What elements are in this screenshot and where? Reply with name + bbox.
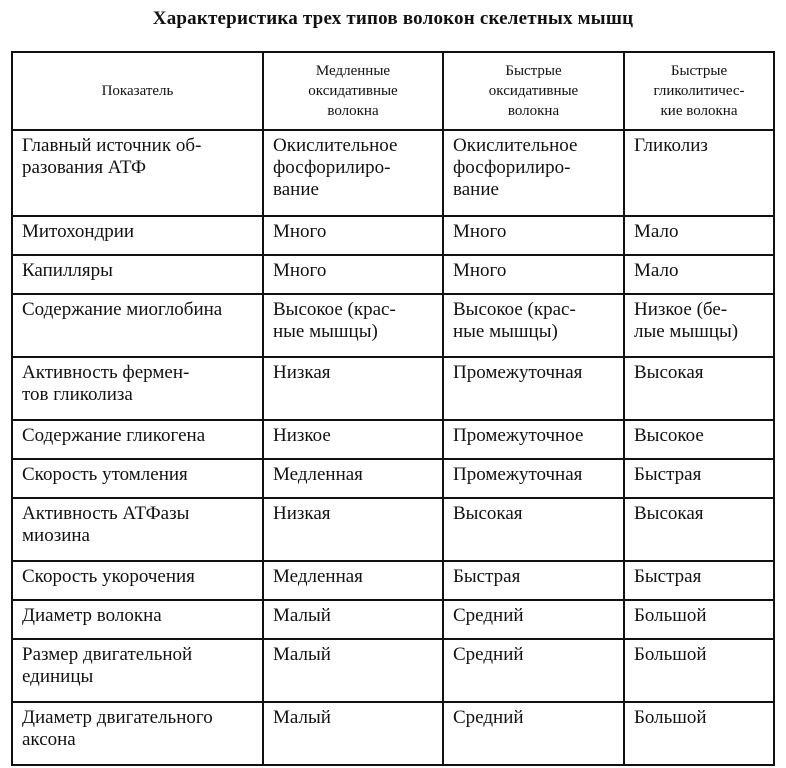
cell-slow-oxidative: Много: [263, 255, 443, 294]
cell-parameter: Скорость укорочения: [12, 561, 263, 600]
cell-parameter: Главный источник об- разования АТФ: [12, 130, 263, 216]
cell-fast-glycolytic: Низкое (бе- лые мышцы): [624, 294, 774, 357]
cell-slow-oxidative: Низкая: [263, 357, 443, 420]
table-header-row: [12, 52, 774, 130]
header-fast-oxidative: Быстрые оксидативные волокна: [443, 52, 624, 130]
table-row: [12, 600, 774, 639]
cell-parameter: Диаметр двигательного аксона: [12, 702, 263, 765]
cell-parameter: Содержание миоглобина: [12, 294, 263, 357]
cell-fast-oxidative: Высокая: [443, 498, 624, 561]
cell-fast-oxidative: Средний: [443, 702, 624, 765]
cell-fast-oxidative: Промежуточная: [443, 357, 624, 420]
table-row: [12, 294, 774, 357]
cell-fast-oxidative: Много: [443, 255, 624, 294]
cell-fast-glycolytic: Быстрая: [624, 459, 774, 498]
table-row: [12, 561, 774, 600]
cell-parameter: Содержание гликогена: [12, 420, 263, 459]
cell-fast-glycolytic: Мало: [624, 216, 774, 255]
cell-parameter: Активность фермен- тов гликолиза: [12, 357, 263, 420]
table-row: [12, 498, 774, 561]
cell-slow-oxidative: Малый: [263, 600, 443, 639]
cell-parameter: Диаметр волокна: [12, 600, 263, 639]
cell-fast-oxidative: Промежуточная: [443, 459, 624, 498]
cell-slow-oxidative: Малый: [263, 702, 443, 765]
cell-parameter: Скорость утомления: [12, 459, 263, 498]
table-row: [12, 420, 774, 459]
cell-slow-oxidative: Много: [263, 216, 443, 255]
cell-slow-oxidative: Медленная: [263, 561, 443, 600]
table-row: [12, 639, 774, 702]
table-row: [12, 702, 774, 765]
cell-fast-glycolytic: Большой: [624, 702, 774, 765]
cell-slow-oxidative: Высокое (крас- ные мышцы): [263, 294, 443, 357]
cell-slow-oxidative: Низкая: [263, 498, 443, 561]
cell-fast-oxidative: Промежуточное: [443, 420, 624, 459]
cell-fast-oxidative: Много: [443, 216, 624, 255]
table-row: [12, 459, 774, 498]
cell-parameter: Митохондрии: [12, 216, 263, 255]
cell-slow-oxidative: Низкое: [263, 420, 443, 459]
cell-fast-glycolytic: Высокое: [624, 420, 774, 459]
cell-fast-oxidative: Быстрая: [443, 561, 624, 600]
page-title: Характеристика трех типов волокон скелетных мышц: [152, 8, 634, 29]
header-fast-glycolytic: Быстрые гликолитичес- кие волокна: [624, 52, 774, 130]
cell-parameter: Активность АТФазы миозина: [12, 498, 263, 561]
cell-parameter: Размер двигательной единицы: [12, 639, 263, 702]
fiber-types-table: [11, 51, 775, 766]
cell-fast-glycolytic: Быстрая: [624, 561, 774, 600]
cell-fast-glycolytic: Высокая: [624, 498, 774, 561]
cell-fast-glycolytic: Гликолиз: [624, 130, 774, 216]
cell-slow-oxidative: Малый: [263, 639, 443, 702]
cell-parameter: Капилляры: [12, 255, 263, 294]
header-slow-oxidative: Медленные оксидативные волокна: [263, 52, 443, 130]
cell-fast-oxidative: Средний: [443, 600, 624, 639]
cell-fast-oxidative: Высокое (крас- ные мышцы): [443, 294, 624, 357]
cell-fast-glycolytic: Большой: [624, 600, 774, 639]
cell-slow-oxidative: Медленная: [263, 459, 443, 498]
cell-slow-oxidative: Окислительное фосфорилиро- вание: [263, 130, 443, 216]
cell-fast-oxidative: Средний: [443, 639, 624, 702]
table-row: [12, 216, 774, 255]
cell-fast-glycolytic: Большой: [624, 639, 774, 702]
cell-fast-glycolytic: Мало: [624, 255, 774, 294]
header-parameter: Показатель: [12, 52, 263, 130]
table-row: [12, 130, 774, 216]
cell-fast-oxidative: Окислительное фосфорилиро- вание: [443, 130, 624, 216]
cell-fast-glycolytic: Высокая: [624, 357, 774, 420]
table-row: [12, 357, 774, 420]
table-row: [12, 255, 774, 294]
